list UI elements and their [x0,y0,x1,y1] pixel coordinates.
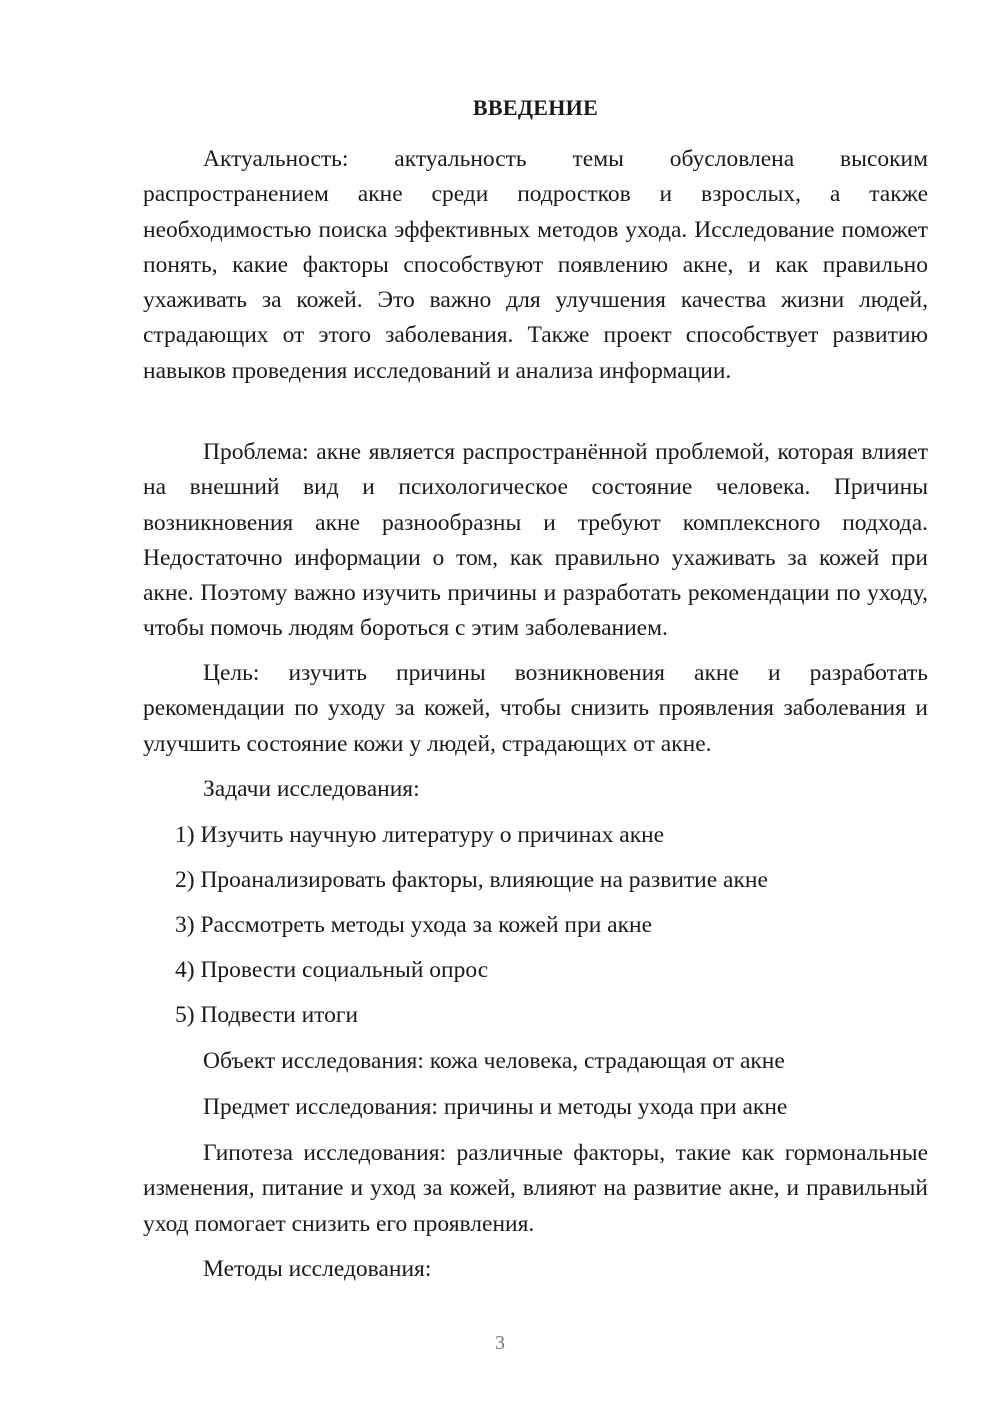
goal-paragraph: Цель: изучить причины возникновения акне и разработать рекомендации по уходу за кожей, чтобы снизить проявления заболевания и улучшить состояние кожи у людей, страдающих от акне. [143,660,928,757]
tasks-heading: Задачи исследования: [203,776,420,802]
object-line: Объект исследования: кожа человека, страдающая от акне [203,1048,785,1074]
task-item-5: 5) Подвести итоги [175,1002,359,1028]
relevance-paragraph: Актуальность: актуальность темы обусловлена высоким распространением акне среди подростков и взрослых, а также необходимостью поиска эффективных методов ухода. Исследование поможет понять, какие факторы способствуют появлению акне, и как правильно ухаживать за кожей. Это важно для улучшения качества жизни людей, страдающих от этого заболевания. Также проект способствует развитию навыков проведения исследований и анализа информации. [143,146,928,384]
task-item-4: 4) Провести социальный опрос [175,957,489,983]
task-item-3: 3) Рассмотреть методы ухода за кожей при акне [175,912,653,938]
task-item-1: 1) Изучить научную литературу о причинах акне [175,822,665,848]
problem-paragraph: Проблема: акне является распространённой проблемой, которая влияет на внешний вид и психологическое состояние человека. Причины возникновения акне разнообразны и требуют комплексного подхода. Недостаточно информации о том, как правильно ухаживать за кожей при акне. Поэтому важно изучить причины и разработать рекомендации по уходу, чтобы помочь людям бороться с этим заболеванием. [143,439,928,642]
page-title: ВВЕДЕНИЕ [472,95,599,120]
page-number: 3 [495,1332,505,1354]
methods-heading: Методы исследования: [203,1256,432,1282]
hypothesis-paragraph: Гипотеза исследования: различные факторы, такие как гормональные изменения, питание и уход за кожей, влияют на развитие акне, и правильный уход помогает снизить его проявления. [143,1140,928,1237]
subject-line: Предмет исследования: причины и методы ухода при акне [203,1094,788,1120]
task-item-2: 2) Проанализировать факторы, влияющие на развитие акне [175,867,768,893]
